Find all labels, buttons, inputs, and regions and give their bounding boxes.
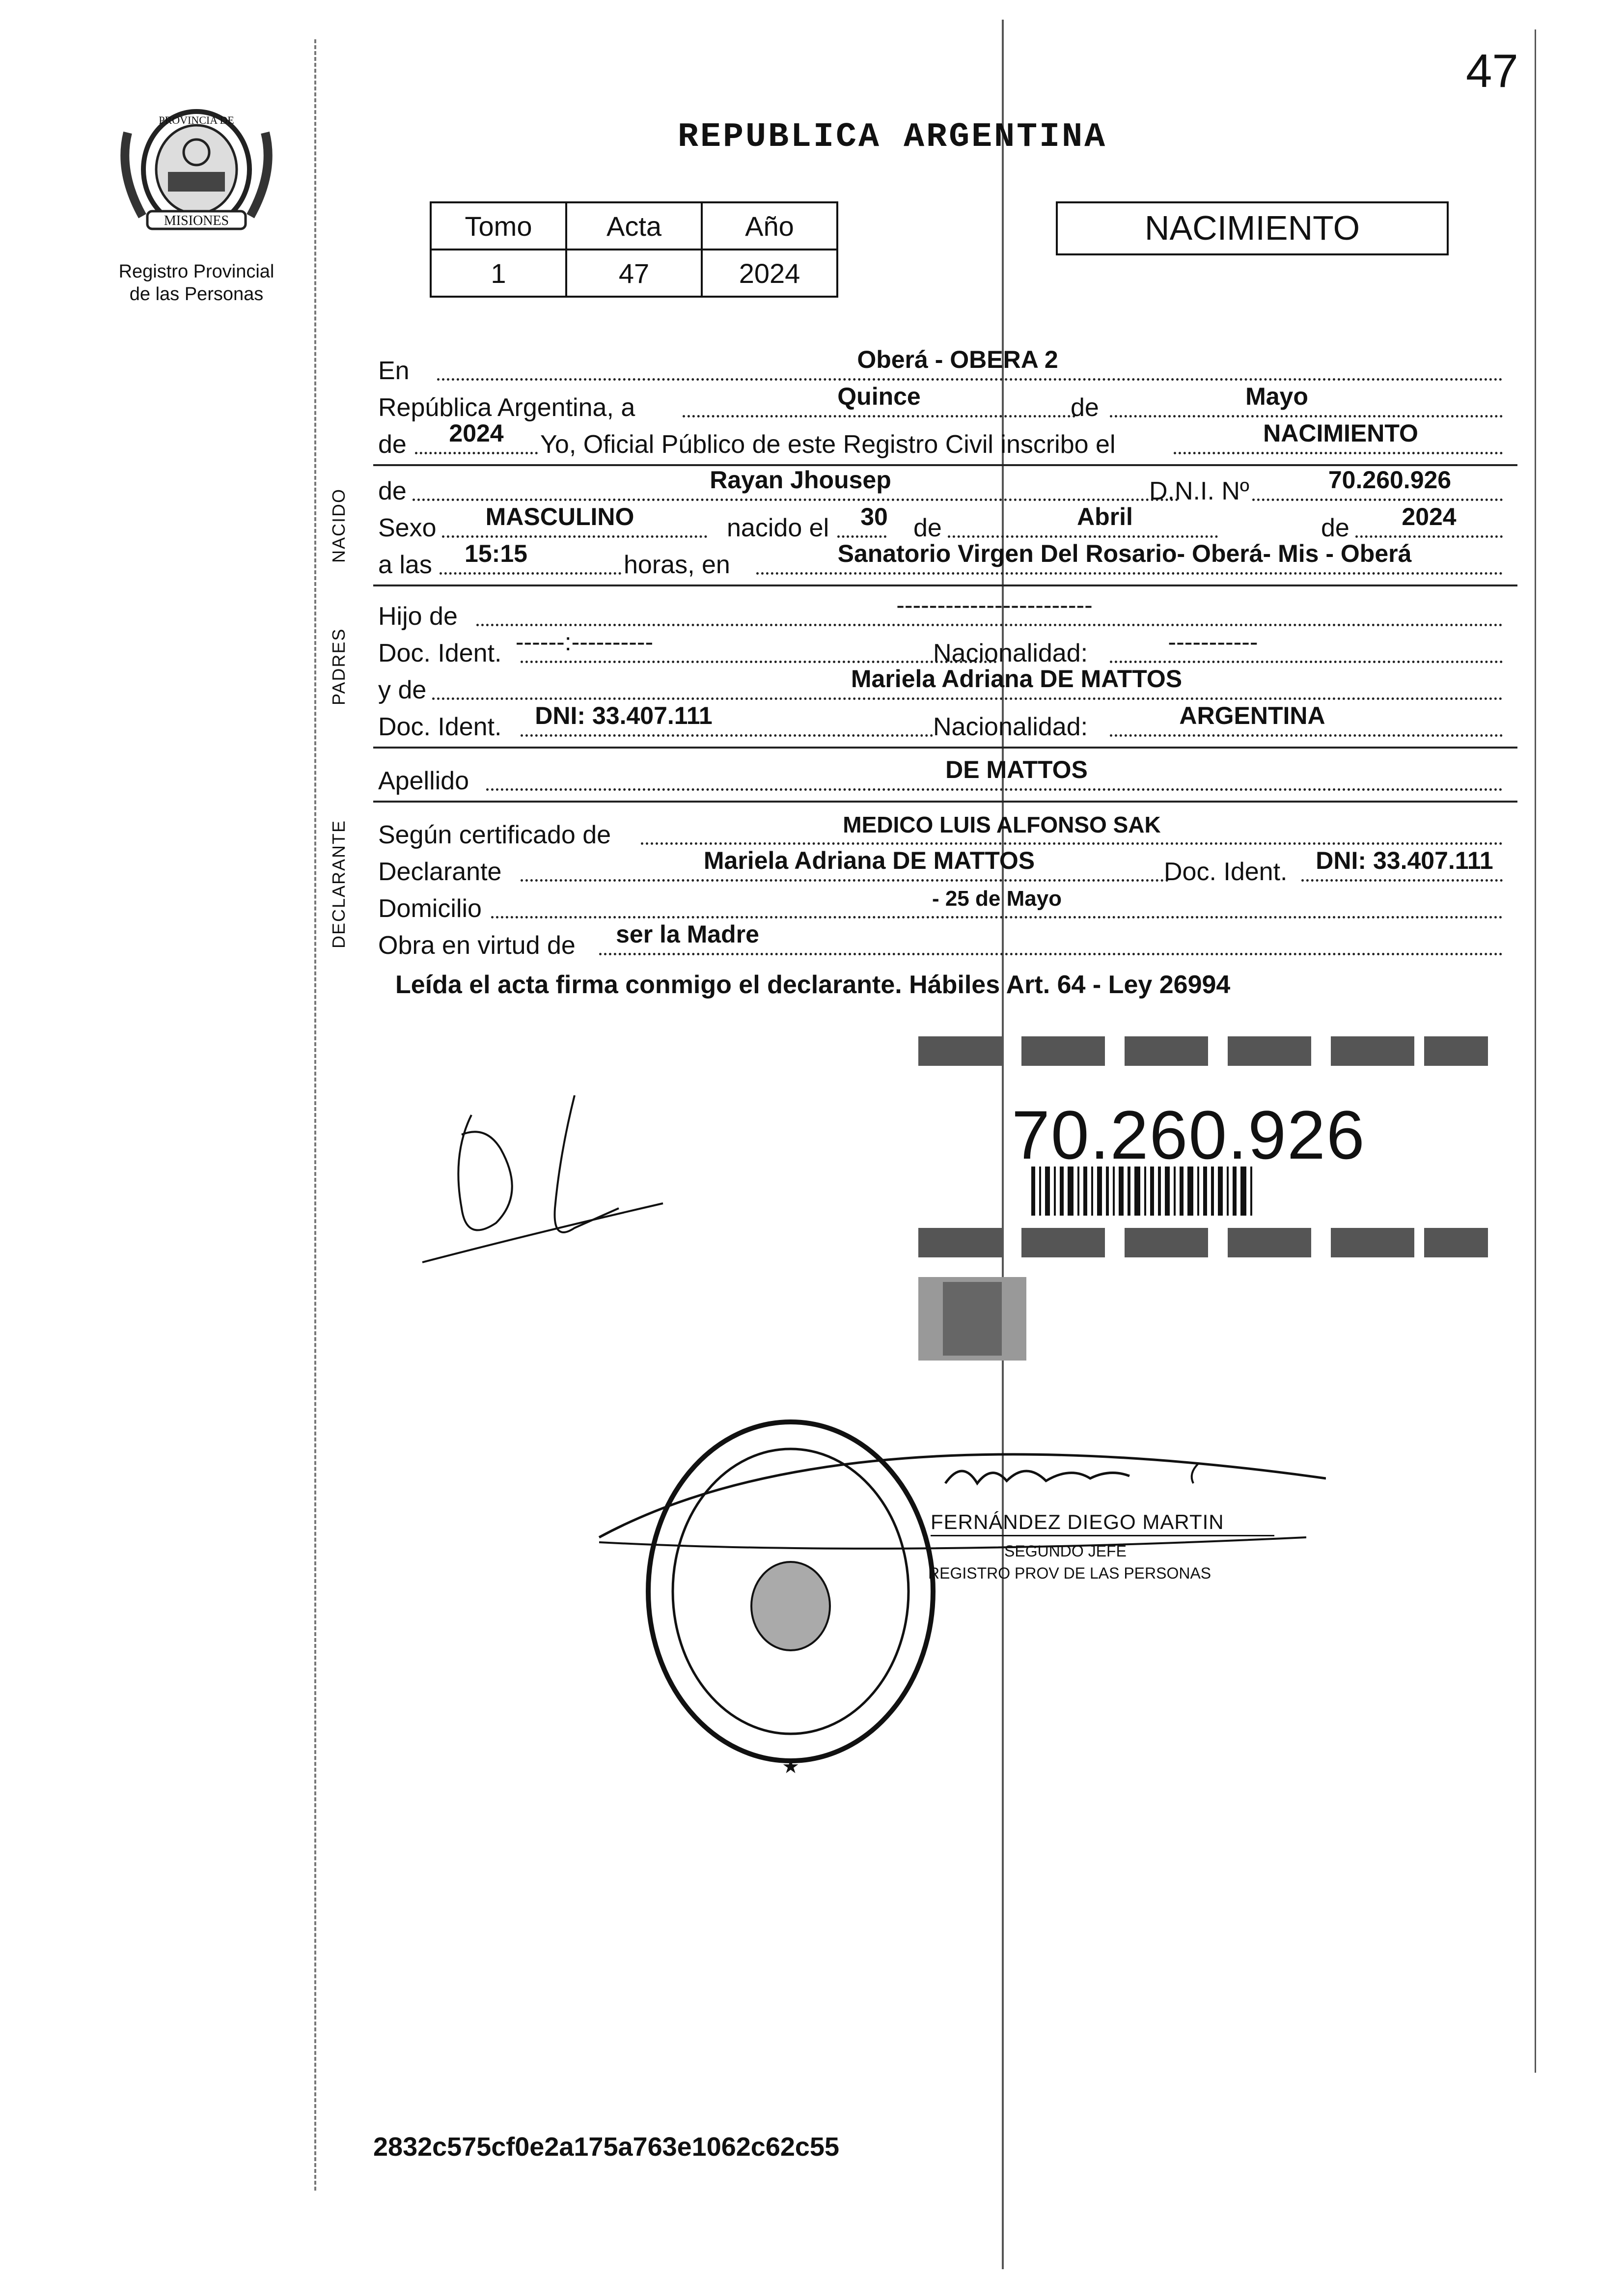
- declarante-doc: DNI: 33.407.111: [1316, 847, 1493, 874]
- anio-year: 2024: [449, 419, 504, 447]
- nacido-side-label: NACIDO: [329, 488, 349, 563]
- signature-line: [931, 1535, 1274, 1536]
- seal-text-top: PROVINCIA DE: [159, 114, 234, 126]
- row-en: [378, 346, 1508, 384]
- issuer-name-line2: de las Personas: [129, 284, 264, 305]
- record-header-acta: Acta: [566, 202, 702, 250]
- dni-label: D.N.I. Nº: [1149, 477, 1249, 505]
- province-seal-logo: [113, 103, 280, 246]
- nombre-label: de: [378, 477, 407, 505]
- nacido-day: 30: [860, 503, 888, 530]
- svg-text:★: ★: [782, 1756, 799, 1778]
- nacido-month: Abril: [1077, 503, 1133, 530]
- yde-label: y de: [378, 676, 427, 704]
- hijo-label: Hijo de: [378, 602, 458, 631]
- row-doc2: [378, 702, 1508, 740]
- closing-statement: Leída el acta firma conmigo el declarante. Hábiles Art. 64 - Ley 26994: [395, 971, 1231, 999]
- issuer-name-line1: Registro Provincial: [118, 261, 275, 282]
- row-nombre: [378, 467, 1508, 504]
- hora-value: 15:15: [465, 540, 527, 567]
- declarante-doc-label: Doc. Ident.: [1164, 858, 1288, 886]
- section-divider: [373, 584, 1517, 586]
- page-title: REPUBLICA ARGENTINA: [678, 118, 1107, 157]
- fecha-de: de: [1071, 393, 1099, 422]
- dni-sticker-number: 70.260.926: [1012, 1096, 1366, 1173]
- row-obra: [378, 921, 1508, 958]
- certificado-label: Según certificado de: [378, 821, 611, 849]
- row-yde: [378, 666, 1508, 703]
- dni-sticker: [913, 1031, 1503, 1365]
- official-signature: [943, 1454, 1287, 1498]
- row-hora: [378, 540, 1508, 578]
- record-value-anio: 2024: [702, 250, 837, 297]
- dni-value: 70.260.926: [1328, 466, 1452, 494]
- row-sexo: [378, 503, 1508, 541]
- row-domicilio: [378, 884, 1508, 921]
- record-header-anio: Año: [702, 202, 837, 250]
- record-header-tomo: Tomo: [431, 202, 566, 250]
- nacido-de2: de: [1321, 514, 1349, 542]
- row-fecha: [378, 383, 1508, 420]
- section-divider: [373, 801, 1517, 803]
- apellido-value: DE MATTOS: [945, 756, 1088, 783]
- nombre-value: Rayan Jhousep: [710, 466, 891, 494]
- declarant-signature: [413, 1095, 668, 1272]
- en-label: En: [378, 357, 410, 385]
- doc2-value: DNI: 33.407.111: [535, 702, 713, 729]
- domicilio-value: - 25 de Mayo: [932, 887, 1062, 911]
- anio-label: de: [378, 430, 407, 459]
- record-value-acta: 47: [566, 250, 702, 297]
- certificado-value: MEDICO LUIS ALFONSO SAK: [843, 812, 1161, 837]
- doc1-value: ------:----------: [515, 628, 654, 656]
- nacido-year: 2024: [1402, 503, 1457, 530]
- row-apellido: [378, 756, 1508, 794]
- doc1-label: Doc. Ident.: [378, 639, 502, 667]
- record-table: [430, 201, 838, 298]
- margin-guide: [314, 39, 316, 2191]
- row-certificado: [378, 810, 1508, 848]
- apellido-label: Apellido: [378, 767, 469, 795]
- sexo-label: Sexo: [378, 514, 437, 542]
- doc1-nac-label: Nacionalidad:: [933, 639, 1088, 667]
- official-role: SEGUNDO JEFE: [1004, 1542, 1127, 1560]
- yde-value: Mariela Adriana DE MATTOS: [851, 665, 1183, 693]
- official-org: REGISTRO PROV DE LAS PERSONAS: [928, 1564, 1211, 1582]
- obra-value: ser la Madre: [616, 920, 759, 948]
- fecha-label: República Argentina, a: [378, 393, 635, 422]
- fecha-day: Quince: [837, 383, 921, 410]
- row-anio: [378, 420, 1508, 457]
- issuer-name: [83, 260, 309, 306]
- row-declarante: [378, 847, 1508, 885]
- section-divider: [373, 747, 1517, 749]
- act-type-box: NACIMIENTO: [1056, 201, 1449, 255]
- declarante-side-label: DECLARANTE: [329, 819, 349, 948]
- doc2-nac-label: Nacionalidad:: [933, 713, 1088, 741]
- hora-label: a las: [378, 551, 432, 579]
- declarante-value: Mariela Adriana DE MATTOS: [703, 847, 1035, 874]
- doc2-nac: ARGENTINA: [1179, 702, 1325, 729]
- declarante-label: Declarante: [378, 858, 502, 886]
- obra-label: Obra en virtud de: [378, 931, 576, 960]
- anio-text: Yo, Oficial Público de este Registro Civil inscribo el: [540, 430, 1116, 459]
- nacido-de1: de: [913, 514, 942, 542]
- record-value-tomo: 1: [431, 250, 566, 297]
- fecha-month: Mayo: [1245, 383, 1308, 410]
- sexo-value: MASCULINO: [485, 503, 634, 530]
- anio-value: NACIMIENTO: [1263, 419, 1418, 447]
- hijo-value: ------------------------: [896, 591, 1093, 619]
- doc1-nac: -----------: [1168, 628, 1258, 656]
- padres-side-label: PADRES: [329, 628, 349, 705]
- registry-stamp: [589, 1390, 1326, 1793]
- domicilio-label: Domicilio: [378, 894, 482, 923]
- document-hash: 2832c575cf0e2a175a763e1062c62c55: [373, 2132, 839, 2162]
- right-border: [1535, 29, 1536, 2073]
- doc2-label: Doc. Ident.: [378, 713, 502, 741]
- horas-en: horas, en: [624, 551, 730, 579]
- en-value: Oberá - OBERA 2: [857, 346, 1058, 373]
- row-hijo: [378, 592, 1508, 629]
- page-number: 47: [1466, 45, 1518, 97]
- nacido-el-label: nacido el: [727, 514, 829, 542]
- official-name: FERNÁNDEZ DIEGO MARTIN: [931, 1510, 1224, 1533]
- seal-text-bottom: MISIONES: [164, 213, 229, 228]
- lugar-value: Sanatorio Virgen Del Rosario- Oberá- Mis - Oberá: [837, 540, 1412, 567]
- row-doc1: [378, 629, 1508, 666]
